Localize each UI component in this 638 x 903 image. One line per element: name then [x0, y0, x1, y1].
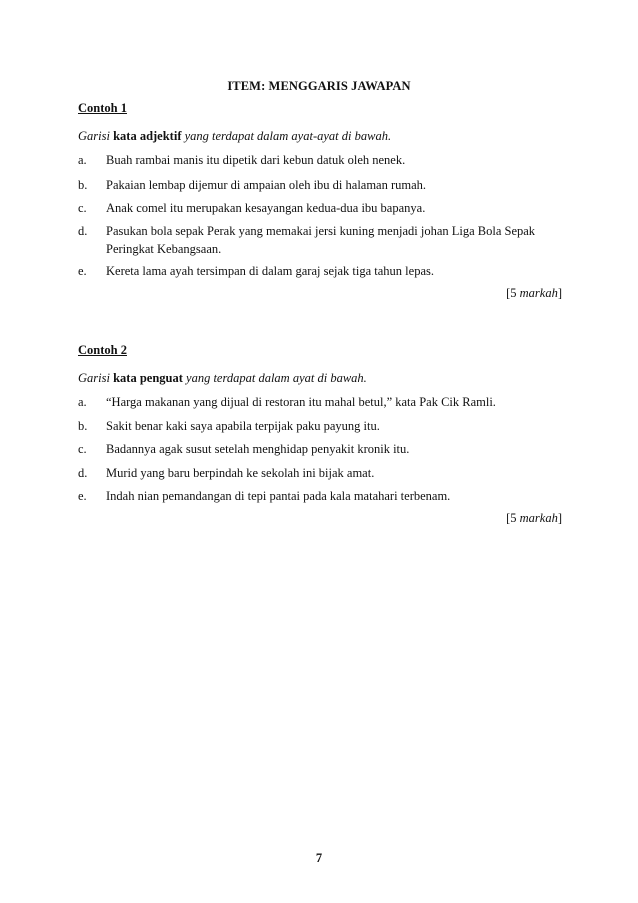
item-text: Murid yang baru berpindah ke sekolah ini bijak amat.	[106, 466, 375, 480]
instruction-target: kata penguat	[113, 371, 183, 385]
marks-label: [5 markah]	[506, 511, 562, 525]
item-label: e.	[78, 489, 87, 503]
list-item	[78, 199, 568, 217]
instruction-target: kata adjektif	[113, 129, 182, 143]
list-item	[78, 487, 568, 505]
item-text: Indah nian pemandangan di tepi pantai pada kala matahari terbenam.	[106, 489, 451, 503]
item-label: c.	[78, 201, 87, 215]
item-label: d.	[78, 224, 88, 238]
item-text: Pasukan bola sepak Perak yang memakai jersi kuning menjadi johan Liga Bola Sepak Peringkat Kebangsaan.	[106, 224, 536, 256]
section-heading-contoh-1: Contoh 1	[78, 101, 127, 115]
marks-label: [5 markah]	[506, 286, 562, 300]
section-1-instruction	[78, 129, 391, 144]
item-label: a.	[78, 153, 87, 167]
item-text: Sakit benar kaki saya apabila terpijak paku payung itu.	[106, 419, 380, 433]
item-text: Buah rambai manis itu dipetik dari kebun datuk oleh nenek.	[106, 153, 406, 167]
list-item	[78, 222, 568, 258]
instruction-rest: yang terdapat dalam ayat-ayat di bawah.	[184, 129, 392, 143]
item-label: d.	[78, 466, 88, 480]
list-item	[78, 393, 568, 411]
list-item	[78, 151, 568, 169]
instruction-verb: Garisi	[78, 129, 110, 143]
page-title: ITEM: MENGGARIS JAWAPAN	[227, 79, 411, 93]
item-label: a.	[78, 395, 87, 409]
item-label: b.	[78, 178, 88, 192]
section-heading-contoh-2: Contoh 2	[78, 343, 127, 357]
list-item	[78, 464, 568, 482]
list-item	[78, 440, 568, 458]
list-item	[78, 262, 568, 280]
section-2-instruction	[78, 371, 367, 386]
item-label: b.	[78, 419, 88, 433]
item-label: e.	[78, 264, 87, 278]
item-label: c.	[78, 442, 87, 456]
list-item	[78, 417, 568, 435]
page-number: 7	[315, 851, 323, 865]
list-item	[78, 176, 568, 194]
instruction-rest: yang terdapat dalam ayat di bawah.	[186, 371, 367, 385]
item-text: Kereta lama ayah tersimpan di dalam garaj sejak tiga tahun lepas.	[106, 264, 434, 278]
item-text: “Harga makanan yang dijual di restoran itu mahal betul,” kata Pak Cik Ramli.	[106, 395, 496, 409]
item-text: Pakaian lembap dijemur di ampaian oleh ibu di halaman rumah.	[106, 178, 427, 192]
item-text: Badannya agak susut setelah menghidap penyakit kronik itu.	[106, 442, 410, 456]
instruction-verb: Garisi	[78, 371, 110, 385]
item-text: Anak comel itu merupakan kesayangan kedua-dua ibu bapanya.	[106, 201, 426, 215]
